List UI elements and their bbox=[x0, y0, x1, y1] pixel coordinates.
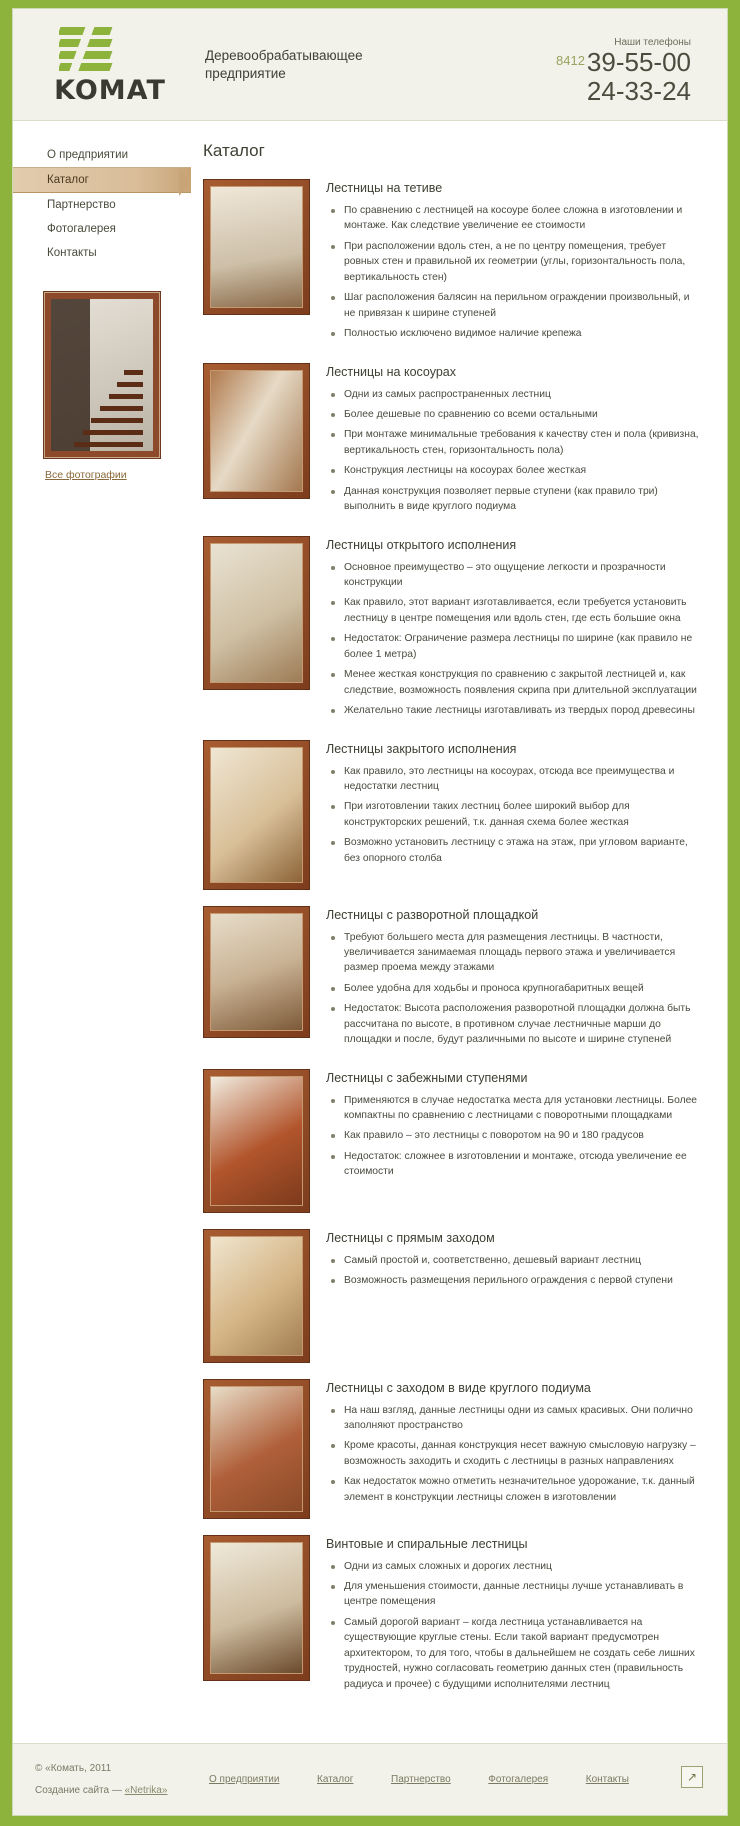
catalog-item bbox=[203, 536, 699, 724]
catalog-item-bullets bbox=[326, 560, 699, 719]
catalog-item-heading: Лестницы открытого исполнения bbox=[326, 537, 517, 552]
catalog-item-thumbnail[interactable] bbox=[203, 536, 310, 690]
sidebar-item-about[interactable] bbox=[13, 143, 191, 167]
phone-primary-number: 39-55-00 bbox=[586, 47, 691, 77]
phones-caption: Наши телефоны bbox=[614, 37, 691, 48]
catalog-item-bullets bbox=[326, 1253, 699, 1289]
catalog-item-heading: Лестницы закрытого исполнения bbox=[326, 741, 517, 756]
catalog-item-heading: Лестницы с заходом в виде круглого подиума bbox=[326, 1380, 591, 1395]
list-item: Шаг расположения балясин на перильном ограждении произвольный, и не привязан к ширине ступеней bbox=[342, 290, 699, 321]
catalog-item-heading: Лестницы с забежными ступенями bbox=[326, 1070, 528, 1085]
catalog-item-thumbnail[interactable] bbox=[203, 740, 310, 890]
list-item: Возможно установить лестницу с этажа на этаж, при угловом варианте, без опорного столба bbox=[342, 835, 699, 866]
catalog-item-text bbox=[326, 1229, 699, 1294]
sidebar-link-catalog[interactable]: Каталог bbox=[47, 174, 89, 186]
list-item: Более удобна для ходьбы и проноса крупногабаритных вещей bbox=[342, 981, 699, 996]
catalog-item-heading: Лестницы на косоурах bbox=[326, 364, 456, 379]
catalog-item-bullets bbox=[326, 930, 699, 1048]
arrow-up-icon[interactable]: ↗ bbox=[681, 1766, 703, 1788]
catalog-item bbox=[203, 179, 699, 347]
list-item: Конструкция лестницы на косоурах более жесткая bbox=[342, 463, 699, 478]
catalog-item-thumbnail[interactable] bbox=[203, 1069, 310, 1213]
catalog-item-thumbnail[interactable] bbox=[203, 1229, 310, 1363]
page-title: Каталог bbox=[203, 141, 265, 160]
list-item: Как правило, этот вариант изготавливается, если требуется установить лестницу в центре помещения или вдоль стен, где есть большие окна bbox=[342, 595, 699, 626]
footer-link-catalog[interactable]: Каталог bbox=[317, 1774, 354, 1786]
list-item: Недостаток: сложнее в изготовлении и монтаже, отсюда увеличение ее стоимости bbox=[342, 1149, 699, 1180]
logo-mark-icon bbox=[59, 27, 117, 73]
list-item: Менее жесткая конструкция по сравнению с закрытой лестницей и, как следствие, возможность появления скрипа при длительной эксплуатации bbox=[342, 667, 699, 698]
list-item: Кроме красоты, данная конструкция несет важную смысловую нагрузку – возможность заходить и сходить с лестницы в разных направлениях bbox=[342, 1438, 699, 1469]
catalog-item-text bbox=[326, 363, 699, 520]
all-photos-link[interactable]: Все фотографии bbox=[45, 469, 127, 481]
catalog-item bbox=[203, 1379, 699, 1519]
catalog-item-bullets bbox=[326, 1093, 699, 1180]
sidebar-item-contacts[interactable] bbox=[13, 241, 191, 265]
logo-text: KOMAT bbox=[54, 75, 166, 106]
list-item: Самый дорогой вариант – когда лестница устанавливается на существующие круглые стены. Если такой вариант предусмотрен архитектором, то для того, чтобы в дальнейшем не создать себе лишних трудностей, нужно согласовать геометрию данных стен (правильность радиуса и прочее) с будущими исполнителями лестниц bbox=[342, 1615, 699, 1692]
site-shell bbox=[12, 8, 728, 1816]
footer-nav bbox=[209, 1774, 629, 1785]
catalog-item bbox=[203, 363, 699, 520]
phone-area-code: 8412 bbox=[556, 53, 585, 68]
list-item: Желательно такие лестницы изготавливать из твердых пород древесины bbox=[342, 703, 699, 718]
catalog-item-heading: Лестницы на тетиве bbox=[326, 181, 443, 195]
sidebar-item-partnership[interactable] bbox=[13, 193, 191, 217]
list-item: По сравнению с лестницей на косоуре более сложна в изготовлении и монтаже. Как следствие увеличение ее стоимости bbox=[342, 203, 699, 234]
main-nav bbox=[13, 143, 191, 265]
list-item: Полностью исключено видимое наличие крепежа bbox=[342, 326, 699, 341]
list-item: При расположении вдоль стен, а не по центру помещения, требует ровных стен и правильной их геометрии (углы, горизонтальность пола, вертикальность стен) bbox=[342, 239, 699, 285]
sidebar-photo-image bbox=[51, 299, 153, 451]
site-footer bbox=[13, 1743, 727, 1815]
list-item: Как правило – это лестницы с поворотом на 90 и 180 градусов bbox=[342, 1128, 699, 1143]
catalog-item-bullets bbox=[326, 203, 699, 342]
list-item: При изготовлении таких лестниц более широкий выбор для конструкторских решений, т.к. данная схема более жесткая bbox=[342, 799, 699, 830]
catalog-item-thumbnail[interactable] bbox=[203, 1379, 310, 1519]
list-item: Более дешевые по сравнению со всеми остальными bbox=[342, 407, 699, 422]
list-item: Для уменьшения стоимости, данные лестницы лучше устанавливать в центре помещения bbox=[342, 1579, 699, 1610]
catalog-item-text bbox=[326, 906, 699, 1053]
catalog-item-bullets bbox=[326, 1403, 699, 1506]
sidebar-link-about[interactable]: О предприятии bbox=[47, 149, 129, 161]
list-item: Как недостаток можно отметить незначительное удорожание, т.к. данный элемент в конструкции лестницы сложен в изготовлении bbox=[342, 1474, 699, 1505]
sidebar-item-gallery[interactable] bbox=[13, 217, 191, 241]
sidebar bbox=[13, 121, 191, 1743]
made-by-link[interactable]: «Netrika» bbox=[124, 1785, 168, 1797]
catalog-item-bullets bbox=[326, 1559, 699, 1693]
site-header bbox=[13, 9, 727, 121]
main-content bbox=[191, 121, 727, 1743]
phone-secondary: 24-33-24 bbox=[586, 75, 691, 106]
catalog-item-text bbox=[326, 179, 699, 347]
list-item: Одни из самых распространенных лестниц bbox=[342, 387, 699, 402]
sidebar-link-contacts[interactable]: Контакты bbox=[47, 247, 97, 259]
catalog-item bbox=[203, 1069, 699, 1213]
list-item: Недостаток: Высота расположения разворотной площадки должна быть рассчитана по высоте, в противном случае лестничные марши до площадки и после, будут различными по высоте и ширине ступеней bbox=[342, 1001, 699, 1047]
catalog-item-heading: Винтовые и спиральные лестницы bbox=[326, 1536, 528, 1551]
catalog-item-thumbnail[interactable] bbox=[203, 906, 310, 1038]
list-item: Данная конструкция позволяет первые ступени (как правило три) выполнить в виде круглого подиума bbox=[342, 484, 699, 515]
made-by bbox=[35, 1780, 167, 1802]
company-slogan: Деревообрабатывающее предприятие bbox=[205, 48, 363, 82]
stair-illustration bbox=[71, 341, 142, 447]
list-item: При монтаже минимальные требования к качеству стен и пола (кривизна, вертикальность стен, горизонтальность пола) bbox=[342, 427, 699, 458]
footer-left bbox=[35, 1758, 167, 1802]
catalog-item bbox=[203, 1535, 699, 1698]
footer-link-gallery[interactable]: Фотогалерея bbox=[488, 1774, 549, 1786]
list-item: Как правило, это лестницы на косоурах, отсюда все преимущества и недостатки лестниц bbox=[342, 764, 699, 795]
footer-link-about[interactable]: О предприятии bbox=[209, 1774, 280, 1786]
made-by-prefix: Создание сайта — bbox=[35, 1785, 125, 1797]
catalog-item-thumbnail[interactable] bbox=[203, 179, 310, 315]
catalog-item-bullets bbox=[326, 387, 699, 515]
footer-link-partnership[interactable]: Партнерство bbox=[391, 1774, 451, 1786]
catalog-item-bullets bbox=[326, 764, 699, 867]
phones-block bbox=[556, 37, 691, 105]
list-item: Возможность размещения перильного ограждения с первой ступени bbox=[342, 1273, 699, 1288]
catalog-item bbox=[203, 906, 699, 1053]
all-photos-link-wrap bbox=[45, 469, 191, 481]
catalog-item-text bbox=[326, 740, 699, 872]
sidebar-link-partnership[interactable]: Партнерство bbox=[47, 199, 116, 211]
catalog-item-text bbox=[326, 1535, 699, 1698]
list-item: Самый простой и, соответственно, дешевый вариант лестниц bbox=[342, 1253, 699, 1268]
list-item: Одни из самых сложных и дорогих лестниц bbox=[342, 1559, 699, 1574]
list-item: Недостаток: Ограничение размера лестницы по ширине (как правило не более 1 метра) bbox=[342, 631, 699, 662]
sidebar-item-catalog[interactable] bbox=[13, 167, 191, 193]
list-item: Требуют большего места для размещения лестницы. В частности, увеличивается занимаемая площадь первого этажа и увеличивается размер проема между этажами bbox=[342, 930, 699, 976]
catalog-item bbox=[203, 1229, 699, 1363]
catalog-item bbox=[203, 740, 699, 890]
catalog-item-thumbnail[interactable] bbox=[203, 1535, 310, 1681]
footer-link-contacts[interactable]: Контакты bbox=[585, 1774, 629, 1786]
logo[interactable] bbox=[35, 27, 185, 106]
list-item: На наш взгляд, данные лестницы одни из самых красивых. Они полично заполняют пространство bbox=[342, 1403, 699, 1434]
list-item: Применяются в случае недостатка места для установки лестницы. Более компактны по сравнению с лестницами с поворотными площадками bbox=[342, 1093, 699, 1124]
catalog-item-heading: Лестницы с прямым заходом bbox=[326, 1230, 495, 1245]
copyright: © «Комать, 2011 bbox=[35, 1763, 112, 1775]
list-item: Основное преимущество – это ощущение легкости и прозрачности конструкции bbox=[342, 560, 699, 591]
catalog-item-text bbox=[326, 536, 699, 724]
body-area bbox=[13, 121, 727, 1743]
catalog-item-thumbnail[interactable] bbox=[203, 363, 310, 499]
sidebar-link-gallery[interactable]: Фотогалерея bbox=[47, 223, 116, 235]
catalog-item-text bbox=[326, 1069, 699, 1185]
catalog-item-heading: Лестницы с разворотной площадкой bbox=[326, 907, 539, 922]
phone-primary bbox=[556, 48, 691, 77]
catalog-item-text bbox=[326, 1379, 699, 1511]
sidebar-photo[interactable] bbox=[43, 291, 161, 459]
